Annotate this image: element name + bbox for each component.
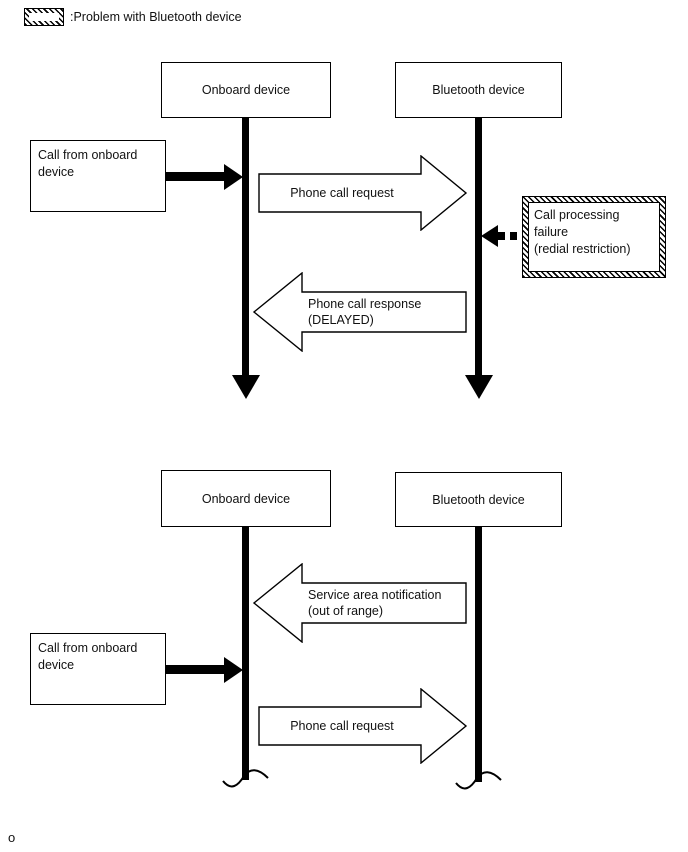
actor-bluetooth-device-top [395, 62, 562, 118]
trigger-arrow-head-icon-bottom [224, 657, 243, 683]
actor-onboard-device-top [161, 62, 331, 118]
problem-note-inner [528, 202, 660, 272]
phone-call-request-label-top: Phone call request [290, 185, 394, 200]
phone-call-response-label [252, 272, 467, 352]
failure-line1: Call processing failure [534, 208, 620, 239]
actor-onboard-device-bottom [161, 470, 331, 527]
trigger-arrow-head-icon-top [224, 164, 243, 190]
note-call-from-onboard-top [30, 140, 166, 212]
lifeline-bluetooth-top [475, 118, 482, 376]
problem-hatch-swatch-inner [29, 13, 59, 21]
note-call-from-onboard-bottom [30, 633, 166, 705]
actor-onboard-device-top-label: Onboard device [201, 83, 291, 97]
problem-note-text [529, 203, 659, 262]
problem-hatch-swatch [24, 8, 64, 26]
note-call-from-onboard-bottom-label: Call from onboard device [38, 641, 138, 672]
phone-call-response-line2: (DELAYED) [308, 313, 374, 327]
phone-call-request-label-bottom: Phone call request [290, 718, 394, 733]
actor-bluetooth-device-bottom [395, 472, 562, 527]
actor-onboard-device-bottom-label: Onboard device [201, 491, 291, 506]
note-call-from-onboard-top-label: Call from onboard device [38, 148, 138, 179]
trigger-arrow-shaft-top [166, 172, 226, 181]
lifeline-onboard-top [242, 118, 249, 376]
down-arrowhead-icon-bluetooth [465, 375, 493, 399]
dashed-trigger-arrow-shaft [498, 232, 523, 240]
message-arrow-phone-call-request-top [258, 155, 468, 231]
failure-line2: (redial restriction) [534, 241, 631, 256]
service-area-line1: Service area notification [308, 587, 442, 602]
message-arrow-phone-call-request-bottom [258, 688, 468, 764]
phone-call-response-line1: Phone call response [308, 296, 422, 311]
page-marker: o [8, 830, 16, 845]
problem-note-box [522, 196, 666, 278]
down-arrowhead-icon-onboard [232, 375, 260, 399]
actor-bluetooth-device-bottom-label: Bluetooth device [432, 492, 525, 507]
service-area-label [252, 563, 467, 643]
message-arrow-phone-call-response [252, 272, 467, 352]
trigger-arrow-shaft-bottom [166, 665, 226, 674]
actor-bluetooth-device-top-label: Bluetooth device [432, 83, 525, 97]
service-area-line2: (out of range) [308, 604, 384, 618]
line-break-squiggle-bluetooth [454, 767, 504, 793]
line-break-squiggle-onboard [221, 765, 271, 791]
message-arrow-service-area [252, 563, 467, 643]
legend-label: :Problem with Bluetooth device [70, 10, 242, 24]
dashed-trigger-arrow-head-icon [481, 225, 498, 247]
lifeline-bluetooth-bottom [475, 527, 482, 782]
lifeline-onboard-bottom [242, 527, 249, 780]
